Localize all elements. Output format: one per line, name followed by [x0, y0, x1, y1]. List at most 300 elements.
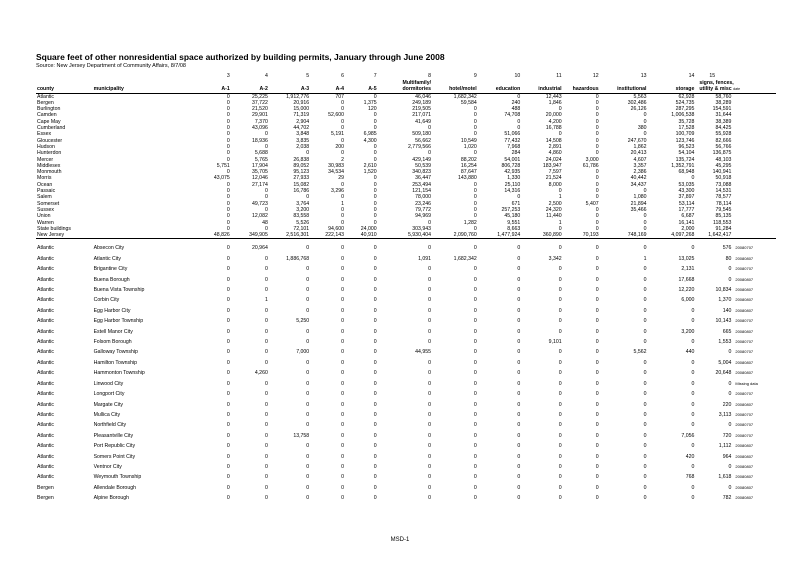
value-cell: 0: [517, 125, 521, 132]
value-cell: 0: [226, 370, 230, 377]
value-cell: 0: [264, 318, 268, 325]
date-cell: 20080807: [735, 255, 754, 261]
value-cell: 0: [226, 349, 230, 356]
value-cell: 0: [264, 495, 268, 502]
value-cell: 3,200: [681, 328, 695, 335]
colnum: 11: [556, 73, 562, 79]
value-cell: 77,432: [504, 137, 521, 144]
value-cell: 0: [264, 411, 268, 418]
value-cell: 0: [226, 131, 230, 138]
value-cell: 0: [226, 474, 230, 481]
value-cell: 0: [643, 443, 647, 450]
value-cell: 0: [341, 137, 344, 144]
value-cell: 43,075: [213, 175, 230, 182]
value-cell: 0: [341, 422, 344, 429]
value-cell: 94,969: [415, 213, 432, 220]
value-cell: 0: [373, 401, 377, 408]
value-cell: 0: [473, 125, 477, 132]
value-cell: 0: [264, 380, 268, 387]
colnum: 5: [306, 73, 310, 79]
header-hotel: hotel/motel: [432, 86, 478, 93]
county-cell: Atlantic: [37, 307, 55, 314]
value-cell: 0: [473, 307, 477, 314]
date-cell: 20080807: [735, 484, 754, 490]
value-cell: 0: [595, 484, 599, 491]
value-cell: 31,644: [715, 112, 732, 119]
value-cell: 91,284: [715, 225, 732, 232]
value-cell: 0: [264, 276, 268, 283]
value-cell: 0: [691, 463, 695, 470]
value-cell: 0: [306, 380, 310, 387]
date-cell: 20080807: [735, 495, 754, 501]
value-cell: 53,035: [678, 181, 695, 188]
municipality-row: [36, 264, 776, 274]
value-cell: 0: [473, 200, 477, 207]
value-cell: 15,000: [293, 106, 310, 113]
value-cell: 0: [373, 297, 377, 304]
county-cell: Atlantic: [37, 328, 55, 335]
colnum: 10: [514, 73, 521, 79]
value-cell: 0: [226, 225, 230, 232]
value-cell: 0: [595, 194, 599, 201]
value-cell: 0: [643, 495, 647, 502]
date-cell: 20080807: [735, 287, 754, 293]
colnum: 13: [640, 73, 647, 79]
value-cell: 0: [428, 328, 432, 335]
header-a1: A-1: [196, 86, 231, 93]
municipality-cell: Mullica City: [93, 411, 121, 418]
county-cell: Atlantic: [37, 318, 55, 325]
value-cell: 88,202: [460, 156, 477, 163]
county-cell: Cape May: [37, 118, 61, 125]
value-cell: 48,103: [715, 156, 732, 163]
value-cell: 0: [226, 391, 230, 398]
value-cell: 0: [473, 401, 477, 408]
county-cell: Atlantic: [37, 266, 55, 273]
value-cell: 0: [306, 276, 310, 283]
date-cell: 20080707: [735, 245, 754, 251]
value-cell: 1,520: [363, 169, 377, 176]
value-cell: 748,169: [600, 232, 648, 239]
value-cell: 16,254: [460, 162, 477, 169]
value-cell: 0: [341, 297, 344, 304]
value-cell: 0: [517, 484, 521, 491]
value-cell: 0: [595, 339, 599, 346]
value-cell: 0: [517, 318, 521, 325]
value-cell: 0: [373, 328, 377, 335]
value-cell: 257,253: [501, 206, 521, 213]
value-cell: 27,174: [251, 181, 268, 188]
value-cell: 24,000: [360, 225, 377, 232]
value-cell: 20,648: [715, 370, 732, 377]
value-cell: 0: [373, 255, 377, 262]
county-cell: Atlantic: [37, 255, 55, 262]
header-signs-label: utility & misc: [699, 86, 732, 93]
value-cell: 54,104: [678, 150, 695, 157]
value-cell: 0: [428, 359, 432, 366]
municipality-row: [36, 327, 776, 337]
value-cell: 11,440: [546, 213, 562, 220]
municipality-row: [36, 400, 776, 410]
value-cell: 136,875: [712, 150, 732, 157]
value-cell: 54,001: [504, 156, 521, 163]
value-cell: 61,786: [582, 162, 599, 169]
value-cell: 48,826: [196, 232, 231, 239]
header-hazardous: hazardous: [563, 86, 600, 93]
value-cell: 18,936: [251, 137, 268, 144]
value-cell: 0: [473, 131, 477, 138]
value-cell: 0: [373, 118, 377, 125]
value-cell: 0: [226, 188, 230, 195]
value-cell: 3,113: [718, 411, 732, 418]
value-cell: 4,097,268: [647, 232, 695, 239]
value-cell: 7,597: [548, 169, 562, 176]
value-cell: 0: [341, 99, 344, 106]
value-cell: 0: [226, 297, 230, 304]
county-cell: Atlantic: [37, 380, 55, 387]
municipality-row: [36, 493, 776, 503]
value-cell: 44,702: [293, 125, 310, 132]
value-cell: 0: [517, 194, 521, 201]
value-cell: 222,143: [310, 232, 345, 239]
value-cell: 121,154: [412, 188, 432, 195]
value-cell: 0: [728, 391, 732, 398]
date-cell: 20080707: [735, 339, 754, 345]
value-cell: 0: [595, 175, 599, 182]
value-cell: 0: [226, 118, 230, 125]
value-cell: 0: [595, 245, 599, 252]
value-cell: 0: [558, 225, 562, 232]
value-cell: 0: [473, 225, 477, 232]
value-cell: 51,066: [504, 131, 521, 138]
value-cell: 0: [373, 219, 377, 226]
value-cell: 0: [373, 484, 377, 491]
header-storage: storage: [647, 86, 695, 93]
value-cell: 0: [264, 194, 268, 201]
county-cell: Monmouth: [37, 169, 62, 176]
value-cell: 5,250: [296, 318, 310, 325]
value-cell: 0: [473, 112, 477, 119]
value-cell: 0: [643, 391, 647, 398]
value-cell: 14,316: [504, 188, 521, 195]
date-cell: 20080707: [735, 391, 754, 397]
value-cell: 56,662: [415, 137, 432, 144]
value-cell: 0: [264, 339, 268, 346]
value-cell: 200: [335, 143, 344, 150]
value-cell: 0: [643, 188, 647, 195]
value-cell: 0: [643, 339, 647, 346]
value-cell: 0: [341, 370, 344, 377]
value-cell: 0: [264, 484, 268, 491]
value-cell: 0: [643, 307, 647, 314]
value-cell: 0: [226, 206, 230, 213]
value-cell: 0: [373, 339, 377, 346]
value-cell: 1: [558, 194, 562, 201]
value-cell: 0: [691, 391, 695, 398]
value-cell: 0: [226, 463, 230, 470]
value-cell: 240: [511, 99, 521, 106]
value-cell: 0: [558, 297, 562, 304]
value-cell: 0: [373, 175, 377, 182]
municipality-cell: Weymouth Township: [93, 474, 142, 481]
value-cell: 2,000: [681, 225, 695, 232]
value-cell: 0: [306, 443, 310, 450]
value-cell: 0: [226, 339, 230, 346]
date-cell: 20080807: [735, 276, 754, 282]
value-cell: 253,494: [412, 181, 432, 188]
county-cell: Ocean: [37, 181, 53, 188]
value-cell: 0: [306, 453, 310, 460]
value-cell: 0: [691, 422, 695, 429]
value-cell: 24,024: [545, 156, 562, 163]
page-footer: MSD-1: [390, 537, 410, 543]
municipality-cell: Egg Harbor City: [93, 307, 131, 314]
value-cell: 0: [473, 287, 477, 294]
value-cell: 0: [226, 245, 230, 252]
municipality-row: [36, 275, 776, 285]
county-cell: Somerset: [37, 200, 60, 207]
municipality-cell: Galloway Township: [93, 349, 138, 356]
value-cell: 3,296: [331, 188, 344, 195]
date-cell: 20080807: [735, 401, 754, 407]
value-cell: 0: [341, 255, 344, 262]
value-cell: 5,004: [718, 359, 732, 366]
value-cell: 38,289: [715, 99, 732, 106]
value-cell: 0: [473, 318, 477, 325]
value-cell: 0: [517, 359, 521, 366]
value-cell: 12,443: [545, 93, 562, 100]
value-cell: 2,779,566: [407, 143, 432, 150]
date-cell: 20080707: [735, 266, 754, 272]
value-cell: 0: [306, 370, 310, 377]
value-cell: 0: [373, 143, 377, 150]
value-cell: 0: [473, 213, 477, 220]
value-cell: 0: [473, 328, 477, 335]
value-cell: 0: [373, 380, 377, 387]
value-cell: 0: [517, 118, 521, 125]
county-cell: New Jersey: [36, 232, 196, 239]
value-cell: 4,200: [548, 118, 562, 125]
county-cell: Essex: [37, 131, 52, 138]
value-cell: 41,649: [415, 118, 432, 125]
header-row-2: [36, 86, 776, 93]
value-cell: 17,668: [678, 276, 695, 283]
value-cell: 0: [226, 328, 230, 335]
value-cell: 0: [595, 93, 599, 100]
value-cell: 0: [595, 463, 599, 470]
value-cell: 0: [428, 318, 432, 325]
value-cell: 0: [473, 194, 477, 201]
value-cell: 0: [373, 463, 377, 470]
value-cell: 56,766: [715, 143, 732, 150]
value-cell: 45,295: [715, 162, 732, 169]
value-cell: 0: [341, 287, 344, 294]
value-cell: 0: [428, 380, 432, 387]
value-cell: 34,437: [630, 181, 647, 188]
value-cell: 8,663: [507, 225, 521, 232]
value-cell: 0: [373, 318, 377, 325]
value-cell: 12,082: [251, 213, 268, 220]
value-cell: 143,880: [457, 175, 477, 182]
value-cell: 46,046: [415, 93, 432, 100]
value-cell: 5,191: [331, 131, 344, 138]
value-cell: 0: [558, 276, 562, 283]
value-cell: 1: [341, 200, 344, 207]
value-cell: 0: [517, 401, 521, 408]
value-cell: 0: [643, 266, 647, 273]
header-signs: [695, 86, 776, 93]
value-cell: 0: [226, 287, 230, 294]
value-cell: 0: [373, 370, 377, 377]
value-cell: 0: [373, 181, 377, 188]
value-cell: 15,082: [293, 181, 310, 188]
municipality-row: [36, 379, 776, 389]
value-cell: 0: [595, 495, 599, 502]
value-cell: 0: [226, 169, 230, 176]
value-cell: 0: [558, 266, 562, 273]
value-cell: 5,407: [585, 200, 599, 207]
county-cell: Bergen: [37, 484, 54, 491]
value-cell: 2: [341, 156, 344, 163]
value-cell: 1,282: [463, 219, 477, 226]
value-cell: 0: [428, 150, 432, 157]
value-cell: 1,091: [418, 255, 432, 262]
date-cell: 20080807: [735, 453, 754, 459]
header-municipality: municipality: [93, 86, 196, 93]
value-cell: 0: [226, 112, 230, 119]
value-cell: 100,709: [675, 131, 695, 138]
municipality-row: [36, 410, 776, 420]
header-county: county: [36, 86, 93, 93]
value-cell: 0: [428, 297, 432, 304]
value-cell: 71,319: [293, 112, 310, 119]
value-cell: 78,000: [415, 194, 432, 201]
county-cell: Atlantic: [37, 474, 55, 481]
value-cell: 0: [558, 349, 562, 356]
value-cell: 0: [643, 359, 647, 366]
value-cell: 0: [558, 401, 562, 408]
value-cell: 3,357: [633, 162, 647, 169]
value-cell: 249,189: [412, 99, 432, 106]
municipality-cell: Corbin City: [93, 297, 120, 304]
value-cell: 5,688: [254, 150, 268, 157]
value-cell: 0: [264, 206, 268, 213]
value-cell: 440: [685, 349, 695, 356]
value-cell: 0: [473, 463, 477, 470]
date-cell: 20080807: [735, 307, 754, 313]
county-cell: Atlantic: [37, 432, 55, 439]
value-cell: 27,933: [293, 175, 310, 182]
value-cell: 0: [341, 328, 344, 335]
value-cell: 0: [558, 422, 562, 429]
value-cell: 0: [473, 266, 477, 273]
value-cell: 1,020: [463, 143, 477, 150]
date-cell: Missing data: [735, 380, 758, 386]
value-cell: 7,968: [507, 143, 521, 150]
value-cell: 0: [595, 359, 599, 366]
value-cell: 80: [725, 255, 732, 262]
value-cell: 0: [373, 200, 377, 207]
county-cell: Atlantic: [37, 443, 55, 450]
value-cell: 806,728: [501, 162, 521, 169]
value-cell: 0: [517, 307, 521, 314]
value-cell: 9,101: [548, 339, 562, 346]
value-cell: 0: [373, 150, 377, 157]
value-cell: 0: [264, 188, 268, 195]
value-cell: 0: [473, 411, 477, 418]
municipality-cell: Hamilton Township: [93, 359, 138, 366]
header-date-label: date: [733, 87, 741, 92]
value-cell: 5,526: [296, 219, 310, 226]
value-cell: 576: [722, 245, 732, 252]
value-cell: 0: [595, 370, 599, 377]
value-cell: 0: [341, 125, 344, 132]
value-cell: 0: [226, 194, 230, 201]
value-cell: 0: [226, 255, 230, 262]
value-cell: 4,300: [363, 137, 377, 144]
value-cell: 8,000: [548, 181, 562, 188]
value-cell: 0: [226, 411, 230, 418]
value-cell: 0: [728, 484, 732, 491]
value-cell: 0: [226, 93, 230, 100]
value-cell: 0: [306, 194, 310, 201]
county-cell: Gloucester: [37, 137, 63, 144]
value-cell: 0: [691, 318, 695, 325]
value-cell: 0: [517, 495, 521, 502]
value-cell: 0: [264, 143, 268, 150]
value-cell: 0: [691, 307, 695, 314]
value-cell: 0: [341, 349, 344, 356]
value-cell: 84,425: [715, 125, 732, 132]
value-cell: 40,910: [345, 232, 378, 239]
value-cell: 0: [264, 255, 268, 262]
value-cell: 0: [341, 401, 344, 408]
header-a2: A-2: [231, 86, 269, 93]
value-cell: 0: [341, 359, 344, 366]
value-cell: 0: [473, 495, 477, 502]
value-cell: 0: [226, 453, 230, 460]
value-cell: 1,912,776: [286, 93, 310, 100]
value-cell: 0: [691, 411, 695, 418]
value-cell: 183,947: [542, 162, 562, 169]
value-cell: 89,052: [293, 162, 310, 169]
value-cell: 1,886,768: [286, 255, 310, 262]
value-cell: 0: [595, 401, 599, 408]
value-cell: 0: [595, 169, 599, 176]
value-cell: 73,088: [715, 181, 732, 188]
value-cell: 5,563: [633, 93, 647, 100]
value-cell: 35,728: [678, 118, 695, 125]
value-cell: 3,764: [296, 200, 310, 207]
county-cell: Atlantic: [37, 370, 55, 377]
date-cell: 20080807: [735, 474, 754, 480]
value-cell: 83,558: [293, 213, 310, 220]
value-cell: 524,735: [675, 99, 695, 106]
value-cell: 360,890: [521, 232, 562, 239]
value-cell: 29,901: [251, 112, 268, 119]
value-cell: 0: [341, 484, 344, 491]
value-cell: 0: [226, 422, 230, 429]
date-cell: 20080707: [735, 432, 754, 438]
value-cell: 1,682,342: [453, 93, 477, 100]
date-cell: 20080807: [735, 328, 754, 334]
value-cell: 49,723: [251, 200, 268, 207]
colnum: 4: [264, 73, 268, 79]
value-cell: 0: [595, 422, 599, 429]
value-cell: 782: [722, 495, 732, 502]
colnum: 12: [592, 73, 599, 79]
value-cell: 0: [226, 137, 230, 144]
